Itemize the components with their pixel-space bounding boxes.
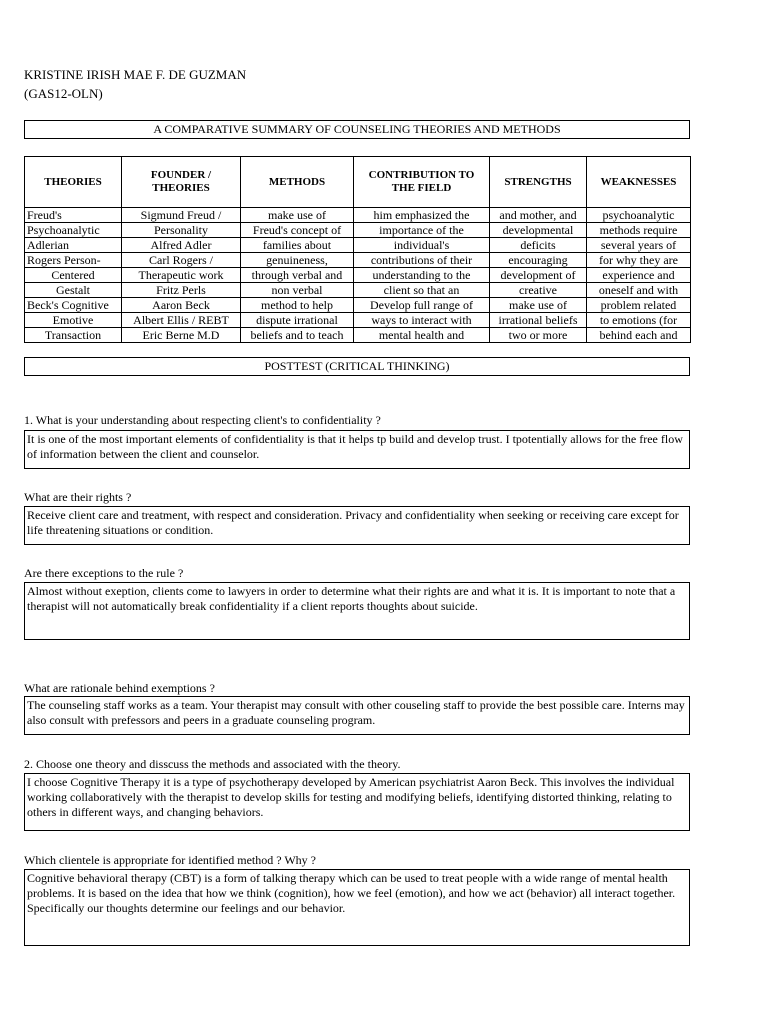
table-cell: problem related <box>587 298 691 313</box>
table-cell: Aaron Beck <box>122 298 241 313</box>
table-row <box>25 223 691 238</box>
table-cell: beliefs and to teach <box>241 328 354 343</box>
table-cell: non verbal <box>241 283 354 298</box>
table-cell: methods require <box>587 223 691 238</box>
table-row <box>25 313 691 328</box>
table-cell: Alfred Adler <box>122 238 241 253</box>
answer-rationale: The counseling staff works as a team. Your therapist may consult with other couseling staff to provide the best possible care. Interns may also consult with prefessors and peers in a graduate counseling program. <box>24 696 690 735</box>
table-cell: him emphasized the <box>354 208 490 223</box>
question-rationale: What are rationale behind exemptions ? <box>24 681 215 695</box>
table-cell: make use of <box>490 298 587 313</box>
table-cell: genuineness, <box>241 253 354 268</box>
table-cell: Sigmund Freud / <box>122 208 241 223</box>
table-row <box>25 283 691 298</box>
table-cell: irrational beliefs <box>490 313 587 328</box>
question-clientele: Which clientele is appropriate for identified method ? Why ? <box>24 853 317 867</box>
column-header: STRENGTHS <box>490 157 587 208</box>
table-cell: behind each and <box>587 328 691 343</box>
table-cell: contributions of their <box>354 253 490 268</box>
table-cell: Beck's Cognitive <box>25 298 122 313</box>
table-cell: families about <box>241 238 354 253</box>
document-title: A COMPARATIVE SUMMARY OF COUNSELING THEORIES AND METHODS <box>24 120 690 139</box>
table-cell: Personality <box>122 223 241 238</box>
author-section: (GAS12-OLN) <box>24 86 103 101</box>
table-row <box>25 253 691 268</box>
answer-clientele: Cognitive behavioral therapy (CBT) is a form of talking therapy which can be used to treat people with a wide range of mental health problems. It is based on the idea that how we think (cognition), how we feel (emotion), and how we act (behavior) all interact together. Specifically our thoughts determine our feelings and our behavior. <box>24 869 690 946</box>
table-cell: Carl Rogers / <box>122 253 241 268</box>
theories-table <box>24 156 691 343</box>
table-cell: Gestalt <box>25 283 122 298</box>
table-cell: psychoanalytic <box>587 208 691 223</box>
table-cell: individual's <box>354 238 490 253</box>
table-row <box>25 298 691 313</box>
answer-theory: I choose Cognitive Therapy it is a type of psychotherapy developed by American psychiatrist Aaron Beck. This involves the individual working collaboratively with the therapist to develop skills for testing and modifying beliefs, identifying distorted thinking, relating to others in different ways, and changing behaviors. <box>24 773 690 831</box>
table-cell: Eric Berne M.D <box>122 328 241 343</box>
table-cell: developmental <box>490 223 587 238</box>
column-header: METHODS <box>241 157 354 208</box>
table-cell: development of <box>490 268 587 283</box>
table-cell: to emotions (for <box>587 313 691 328</box>
table-cell: Rogers Person- <box>25 253 122 268</box>
table-cell: Transaction <box>25 328 122 343</box>
table-cell: Freud's <box>25 208 122 223</box>
table-cell: make use of <box>241 208 354 223</box>
table-cell: Develop full range of <box>354 298 490 313</box>
answer-exceptions: Almost without exeption, clients come to lawyers in order to determine what their rights are and what it is. It is important to note that a therapist will not automatically break confidentiality if a client reports thoughts about suicide. <box>24 582 690 640</box>
table-cell: Therapeutic work <box>122 268 241 283</box>
table-cell: dispute irrational <box>241 313 354 328</box>
table-cell: Psychoanalytic <box>25 223 122 238</box>
author-name: KRISTINE IRISH MAE F. DE GUZMAN <box>24 67 247 82</box>
table-cell: client so that an <box>354 283 490 298</box>
table-cell: deficits <box>490 238 587 253</box>
table-cell: for why they are <box>587 253 691 268</box>
table-cell: creative <box>490 283 587 298</box>
table-row <box>25 208 691 223</box>
table-cell: several years of <box>587 238 691 253</box>
table-cell: encouraging <box>490 253 587 268</box>
answer-rights: Receive client care and treatment, with respect and consideration. Privacy and confidentiality when seeking or receiving care except for life threatening situations or condition. <box>24 506 690 545</box>
table-cell: and mother, and <box>490 208 587 223</box>
table-cell: importance of the <box>354 223 490 238</box>
table-row <box>25 268 691 283</box>
column-header: CONTRIBUTION TO THE FIELD <box>354 157 490 208</box>
question-confidentiality: 1. What is your understanding about respecting client's to confidentiality ? <box>24 413 381 427</box>
table-cell: oneself and with <box>587 283 691 298</box>
question-rights: What are their rights ? <box>24 490 132 504</box>
column-header: WEAKNESSES <box>587 157 691 208</box>
question-exceptions: Are there exceptions to the rule ? <box>24 566 184 580</box>
table-cell: mental health and <box>354 328 490 343</box>
table-cell: Albert Ellis / REBT <box>122 313 241 328</box>
table-cell: understanding to the <box>354 268 490 283</box>
table-header-row <box>25 157 691 208</box>
column-header: THEORIES <box>25 157 122 208</box>
table-cell: Adlerian <box>25 238 122 253</box>
table-cell: Freud's concept of <box>241 223 354 238</box>
table-cell: method to help <box>241 298 354 313</box>
table-cell: Fritz Perls <box>122 283 241 298</box>
column-header: FOUNDER / THEORIES <box>122 157 241 208</box>
table-cell: through verbal and <box>241 268 354 283</box>
table-row <box>25 238 691 253</box>
table-cell: Emotive <box>25 313 122 328</box>
table-cell: two or more <box>490 328 587 343</box>
table-row <box>25 328 691 343</box>
table-cell: ways to interact with <box>354 313 490 328</box>
posttest-title: POSTTEST (CRITICAL THINKING) <box>24 357 690 376</box>
question-theory: 2. Choose one theory and disscuss the methods and associated with the theory. <box>24 757 401 771</box>
answer-confidentiality: It is one of the most important elements of confidentiality is that it helps tp build and develop trust. I tpotentially allows for the free flow of information between the client and counselor. <box>24 430 690 469</box>
table-cell: Centered <box>25 268 122 283</box>
table-cell: experience and <box>587 268 691 283</box>
